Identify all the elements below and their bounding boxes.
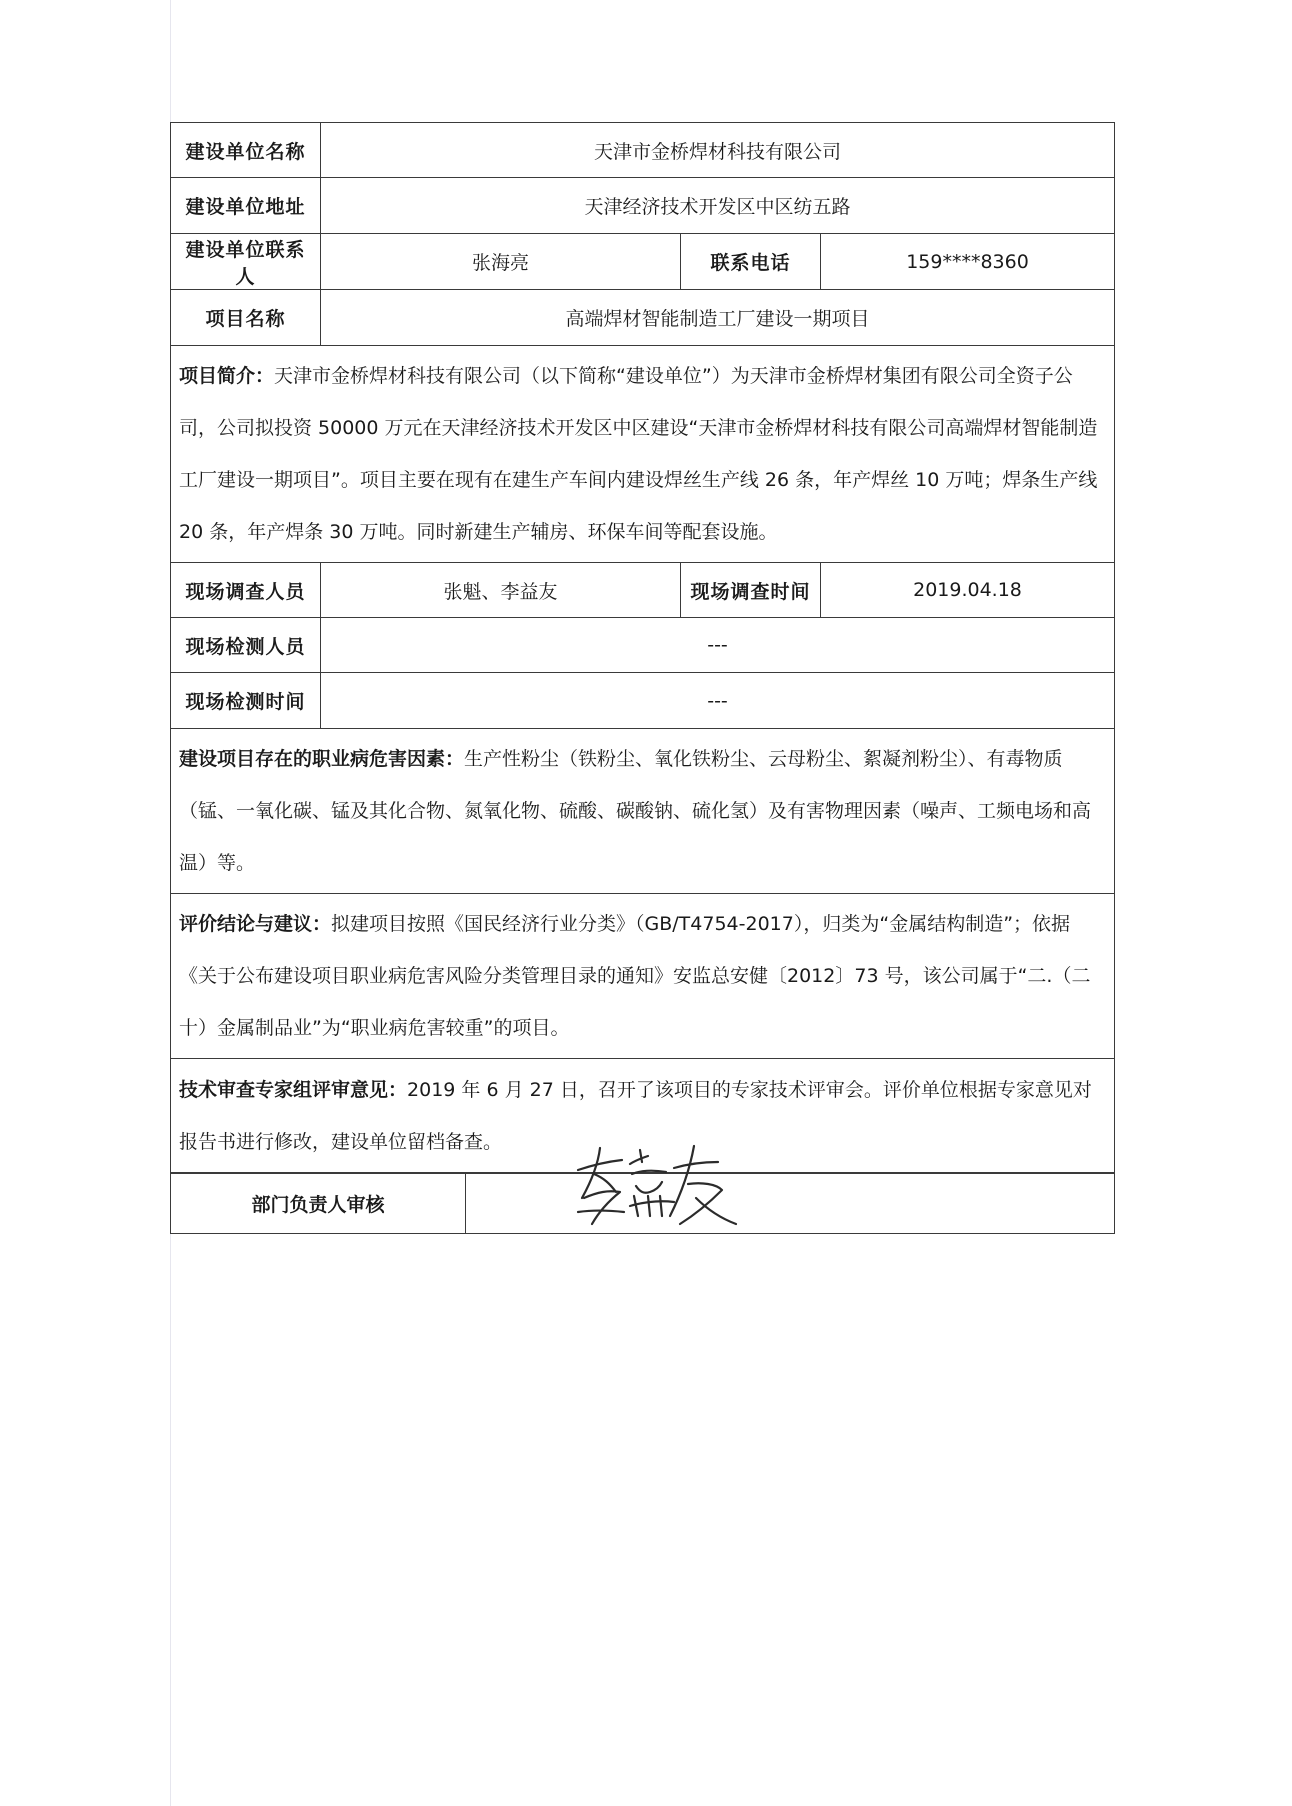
- detect-time-label: 现场检测时间: [171, 673, 321, 729]
- phone-label: 联系电话: [681, 234, 821, 290]
- row-conclusion: [171, 894, 1115, 1059]
- row-hazard-factors: [171, 729, 1115, 894]
- row-survey: [171, 563, 1115, 618]
- row-project-intro: [171, 346, 1115, 563]
- hazard-text: 生产性粉尘（铁粉尘、氧化铁粉尘、云母粉尘、絮凝剂粉尘）、有毒物质（锰、一氧化碳、锰及其化合物、氮氧化物、硫酸、碳酸钠、硫化氢）及有害物理因素（噪声、工频电场和高温）等。: [179, 748, 1092, 874]
- contact-value: 张海亮: [321, 234, 681, 290]
- detect-time-value: ---: [321, 673, 1115, 729]
- project-info-form: [170, 122, 1114, 1234]
- conclusion-label: 评价结论与建议：: [179, 913, 332, 935]
- contact-label: 建设单位联系人: [171, 234, 321, 290]
- review-label: 部门负责人审核: [171, 1174, 466, 1234]
- signature-drawing: [570, 1140, 750, 1240]
- project-intro: [171, 346, 1115, 563]
- survey-staff-label: 现场调查人员: [171, 563, 321, 618]
- conclusion-text: 拟建项目按照《国民经济行业分类》（GB/T4754-2017），归类为“金属结构制造”；依据《关于公布建设项目职业病危害风险分类管理目录的通知》安监总安健〔2012〕73 号，该公司属于“二.（二十）金属制品业”为“职业病危害较重”的项目。: [179, 913, 1091, 1039]
- unit-name-label: 建设单位名称: [171, 123, 321, 178]
- hazard-label: 建设项目存在的职业病危害因素：: [179, 748, 465, 770]
- survey-time-label: 现场调查时间: [681, 563, 821, 618]
- project-name-value: 高端焊材智能制造工厂建设一期项目: [321, 290, 1115, 346]
- detect-staff-value: ---: [321, 618, 1115, 673]
- conclusion: [171, 894, 1115, 1059]
- row-project-name: [171, 290, 1115, 346]
- project-name-label: 项目名称: [171, 290, 321, 346]
- row-detect-staff: [171, 618, 1115, 673]
- phone-value: 159****8360: [821, 234, 1115, 290]
- intro-label: 项目简介：: [179, 365, 275, 387]
- unit-address-label: 建设单位地址: [171, 178, 321, 234]
- unit-address-value: 天津经济技术开发区中区纺五路: [321, 178, 1115, 234]
- hazard-factors: [171, 729, 1115, 894]
- form-table: [170, 122, 1115, 1173]
- row-unit-address: [171, 178, 1115, 234]
- review-signature-cell: [466, 1174, 1115, 1234]
- handwritten-signature: [570, 1140, 750, 1240]
- unit-name-value: 天津市金桥焊材科技有限公司: [321, 123, 1115, 178]
- survey-staff-value: 张魁、李益友: [321, 563, 681, 618]
- detect-staff-label: 现场检测人员: [171, 618, 321, 673]
- intro-text: 天津市金桥焊材科技有限公司（以下简称“建设单位”）为天津市金桥焊材集团有限公司全资子公司，公司拟投资 50000 万元在天津经济技术开发区中区建设“天津市金桥焊材科技有限公司高端焊材智能制造工厂建设一期项目”。项目主要在现有在建生产车间内建设焊丝生产线 26 条，年产焊丝 10 万吨；焊条生产线 20 条，年产焊条 30 万吨。同时新建生产辅房、环保车间等配套设施。: [179, 365, 1098, 543]
- row-contact: [171, 234, 1115, 290]
- expert-label: 技术审查专家组评审意见：: [179, 1078, 408, 1101]
- survey-time-value: 2019.04.18: [821, 563, 1115, 618]
- row-detect-time: [171, 673, 1115, 729]
- row-unit-name: [171, 123, 1115, 178]
- expert-text: 2019 年 6 月 27 日，召开了该项目的专家技术评审会。评价单位根据专家意见对报告书进行修改，建设单位留档备查。: [179, 1078, 1092, 1153]
